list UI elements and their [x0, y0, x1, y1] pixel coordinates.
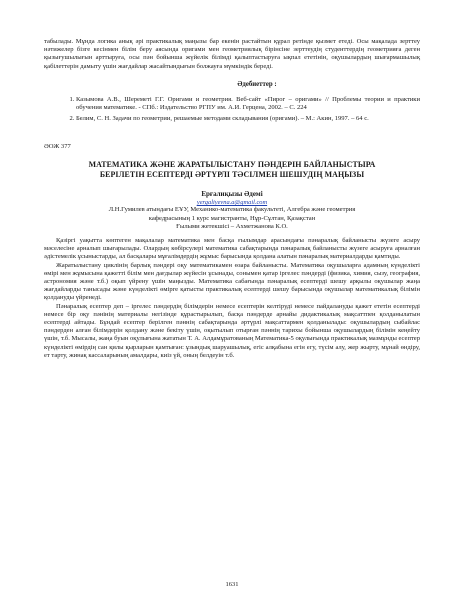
- article-title-line-1: МАТЕМАТИКА ЖӘНЕ ЖАРАТЫЛЫСТАНУ ПӘНДЕРІН БАЙЛАНЫСТЫРА: [88, 160, 376, 170]
- page-number: 1631: [225, 581, 239, 588]
- page-content: [44, 38, 420, 360]
- article-title-line-2: БЕРІЛЕТІН ЕСЕПТЕРДІ ӘРТҮРЛІ ТӘСІЛМЕН ШЕШУДІҢ МАҢЫЗЫ: [99, 170, 365, 180]
- intro-paragraph: табылады. Мұнда логика анық әрі практикалық маңызы бар екенін растайтын құрал ретінде қызмет етеді. Осы мақалада зерттеу нәтижелер бізге кесінмен білім беру аясында оригами мен геометриялық бірінсіне зерттеудің студенттердің геометрияға деген қызығушылығын арттыруға, осы пән бойынша жүйелік білімді қалыптастыруға ықпал ететінін, оқушылардың шығармашылық қабілеттерін дамыту үшін жағдайлар жасайтындығын болжауға мүмкіндік береді.: [44, 38, 420, 70]
- body-paragraph: Жаратылыстану циклінің барлық пәндері оқу математикамен өзара байланысты. Математика оқушыларға адамның күнделікті өмірі мен жұмысына қажетті білім мен дағдылар жүйесін ұсынады, сонымен қатар іргелес пәндерді (физика, химия, сызу, география, астрономия және т.б.) оқып үйрену үшін маңызды. Математика сабағында пәнаралық есептерді шешу арқылы оқушылар жаңа жағдайларды танысады және күнделікті өмірге қатысты практикалық есептерді шешу барысында оқушылар математикалық білімін қолдануды үйренеді.: [44, 261, 420, 302]
- author-email-link[interactable]: yergaliyevna.a@gmail.com: [196, 199, 268, 207]
- author-name: Ерғалиқызы Әдемі: [201, 190, 263, 199]
- udk-code: ӘОЖ 377: [44, 143, 71, 151]
- bibliography-list: [44, 96, 420, 124]
- affiliation-line-1: Л.Н.Гумилев атындағы ЕҰУ, Механико-математика факультеті, Алгебра және геометрия: [108, 206, 356, 214]
- bibliography-heading: Әдебиеттер :: [237, 80, 277, 88]
- bibliography-item: 2. Белим, С. Н. Задачи по геометрии, решаемые методами складывания (оригами). – М.: Акин, 1997. – 64 с.: [76, 115, 420, 123]
- body-paragraph: Пәнаралық есептер деп – іргелес пәндердің білімдерін немесе есептерін келтіруді немесе пайдалануды қажет ететін есептерді немесе бір оқу пәнінің материалы негізінде құрастырылып, басқа пәндерде арнайы дидактикалық мақсаттпен қолданылатын есептерді айтады. Бұндай есептер берілген пәннің сабақтарында әртүрлі мақсаттармен қолданылады: оқушылардың сыбайлас пәндерден алған білімдерін қолдану және бекіту үшін, оқытылып отырған пәннің тарихы бойынша оқушылардың білімін кеңейту үшін, т.б. Мысалы, жаңа буын оқулығына жататын Т. А. Алдамұратованың Математика-5 оқулығында практикалық мазмұнды есептер күнделікті өмірдің сан қилы қырларын қамтыған: ұзындық шаруашылық, егіс алқабына егін егу, түсім алу, жер жырту, мұнай өндіру, ет тарту, жинақ кассаларының амалдары, киіз үй, оның белдеуін т.б.: [44, 302, 420, 359]
- supervisor-line: Ғылыми жетекшісі – Ахметжанова К.О.: [176, 222, 288, 230]
- affiliation-line-2: кафедрасының 1 курс магистранты, Нұр-Сұлтан, Қазақстан: [148, 214, 316, 222]
- body-paragraph: Қазіргі уақытта көптеген мақалалар математика мен басқа ғылымдар арасындағы пәнаралық байланысты жүзеге асыру мәселесіне арналып шығарылады. Олардың көбірсулері математика сабақтарында пәнаралық байланысты жүзеге асыруға арналған әдістемелік ұсыныстарды, ал басқалары мұғалімдердің жұмыс барысында қолдана алатын пәнаралық материалдарды қамтиды.: [44, 237, 420, 261]
- bibliography-item: 1. Казымова А.В., Шереметі Г.Г. Оригами и геометрия. Веб-сайт «Пирог – оригами» // Проблемы теории и практики обучения математике. - СПб.: Издательство РГПУ им. А.И. Герцена, 2002. – С. 224: [76, 96, 420, 112]
